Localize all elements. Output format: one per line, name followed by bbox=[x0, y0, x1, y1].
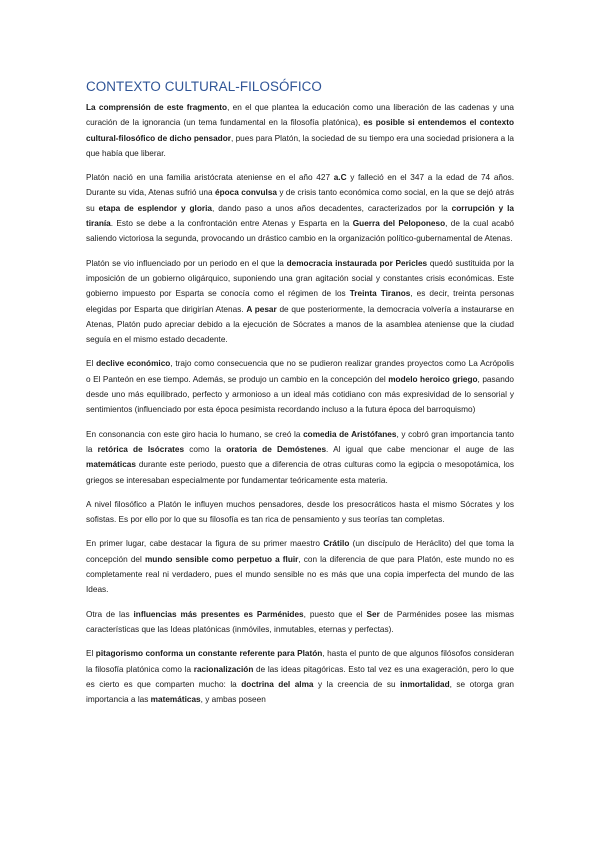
bold-text: declive económico bbox=[96, 359, 171, 369]
bold-text: modelo heroico griego bbox=[388, 374, 478, 384]
bold-text: Guerra del Peloponeso bbox=[352, 219, 446, 229]
text-run: , pues para Platón, la sociedad de su tiempo era una sociedad prisionera a la que había que liberar. bbox=[86, 133, 514, 158]
text-run: , y ambas poseen bbox=[200, 695, 266, 705]
bold-text: época convulsa bbox=[215, 188, 277, 198]
bold-text: inmortalidad bbox=[400, 679, 450, 689]
bold-text: corrupción y la tiranía bbox=[86, 203, 515, 229]
text-run: , trajo como consecuencia que no se pudieron realizar grandes proyectos como La Acrópolis o El Panteón en ese tiempo. Además, se produjo un cambio en la concepción del bbox=[86, 359, 515, 384]
text-run: . Esto se debe a la confrontación entre Atenas y Esparta en la bbox=[110, 219, 353, 229]
text-run: Platón nació en una familia aristócrata ateniense en el año 427 bbox=[86, 173, 334, 183]
bold-text: comedia de Aristófanes bbox=[303, 429, 397, 439]
text-run: En primer lugar, cabe destacar la figura de su primer maestro bbox=[86, 539, 324, 549]
text-run: , se otorga gran importancia a las bbox=[86, 679, 515, 705]
text-run: de que posteriormente, la democracia volvería a instaurarse en Atenas, Platón pudo apreciar debido a la ejecución de Sócrates a manos de la asamblea ateniense que la ciudad seguía en el mismo estado decadente. bbox=[86, 304, 515, 345]
bold-text: influencias más presentes es Parménides bbox=[133, 609, 304, 619]
paragraph-6 bbox=[86, 497, 514, 528]
bold-text: A pesar bbox=[246, 304, 277, 314]
text-run: El bbox=[86, 359, 97, 369]
paragraph-8 bbox=[86, 607, 514, 638]
bold-text: matemáticas bbox=[86, 460, 136, 470]
text-run: , en el que plantea la educación como una liberación de las cadenas y una curación de la ignorancia (un tema fundamental en la filosofía platónica), bbox=[86, 103, 514, 128]
text-run: durante este periodo, puesto que a diferencia de otras culturas como la egipcia o mesopotámica, los griegos se interesaban especialmente por fundamentar teóricamente esta materia. bbox=[86, 460, 514, 485]
bold-text: doctrina del alma bbox=[241, 679, 314, 689]
document-body bbox=[86, 100, 514, 707]
text-run: , es decir, treinta personas elegidas por Esparta que dirigirían Atenas. bbox=[86, 289, 514, 314]
text-run: quedó sustituida por la imposición de un gobierno oligárquico, suponiendo una gran agitación social y constantes crisis económicas. Este gobierno impuesto por Esparta se conocía como el régimen de los bbox=[86, 258, 514, 299]
text-run: de las ideas pitagóricas. Esto tal vez es una exageración, pero lo que es cierto es que comparten mucho: la bbox=[86, 664, 514, 689]
bold-text: pitagorismo conforma un constante referente para Platón bbox=[95, 649, 323, 659]
paragraph-2 bbox=[86, 170, 514, 246]
text-run: . Al igual que cabe mencionar el auge de las bbox=[326, 444, 514, 454]
bold-text: matemáticas bbox=[150, 695, 201, 705]
bold-text: mundo sensible como perpetuo a fluir bbox=[144, 554, 299, 564]
text-run: El bbox=[86, 649, 96, 659]
paragraph-5 bbox=[86, 427, 514, 488]
bold-text: retórica de Isócrates bbox=[97, 444, 185, 454]
bold-text: es posible si entendemos el contexto cultural-filosófico de dicho pensador bbox=[86, 118, 515, 143]
text-run: (un discípulo de Heráclito) del que toma la concepción del bbox=[86, 539, 514, 564]
text-run: En consonancia con este giro hacia lo humano, se creó la bbox=[86, 429, 304, 439]
text-run: , de la cual acabó saliendo victoriosa la segunda, provocando un drástico cambio en la organización político-gubernamental de Atenas. bbox=[86, 219, 514, 244]
bold-text: racionalización bbox=[193, 664, 254, 674]
text-run: y de crisis tanto económica como social, en la que se dejó atrás su bbox=[86, 188, 514, 213]
text-run: , hasta el punto de que algunos filósofos consideran la filosofía platónica como la bbox=[86, 649, 514, 674]
paragraph-3 bbox=[86, 256, 514, 348]
paragraph-9 bbox=[86, 646, 514, 707]
text-run: , pasando desde uno más equilibrado, perfecto y armonioso a un ideal más cotidiano con más expresividad de lo sensorial y sentimientos (influenciado por esta época pesimista recordando incluso a la futura época del barroquismo) bbox=[86, 374, 514, 415]
paragraph-1 bbox=[86, 100, 514, 161]
text-run: Otra de las bbox=[86, 609, 134, 619]
text-run: , puesto que el bbox=[303, 609, 367, 619]
text-run: de Parménides posee las mismas características que las Ideas platónicas (inmóviles, inmutables, eternas y perfectas). bbox=[86, 609, 514, 634]
text-run: , y cobró gran importancia tanto la bbox=[86, 429, 514, 454]
text-run: como la bbox=[184, 444, 227, 454]
bold-text: a.C bbox=[333, 173, 347, 183]
text-run: , con la diferencia de que para Platón, este mundo no es completamente real ni verdadero, pues el mundo sensible no es más que una copia imperfecta del mundo de las Ideas. bbox=[86, 554, 514, 595]
text-run: Platón se vio influenciado por un periodo en el que la bbox=[86, 258, 287, 268]
bold-text: Crátilo bbox=[323, 539, 350, 549]
paragraph-7 bbox=[86, 536, 514, 597]
text-run: A nivel filosófico a Platón le influyen muchos pensadores, desde los presocráticos hasta el mismo Sócrates y los sofistas. Es por ello por lo que su filosofía es tan rica de pensamiento y sus teorías tan completas. bbox=[86, 499, 514, 525]
bold-text: oratoria de Demóstenes bbox=[226, 444, 327, 454]
bold-text: La comprensión de este fragmento bbox=[86, 103, 228, 112]
bold-text: Ser bbox=[366, 609, 380, 619]
bold-text: etapa de esplendor y gloria bbox=[98, 203, 212, 213]
bold-text: Treinta Tiranos bbox=[349, 289, 411, 299]
text-run: , dando paso a unos años decadentes, caracterizados por la bbox=[211, 203, 452, 213]
text-run: y la creencia de su bbox=[313, 679, 401, 689]
paragraph-4 bbox=[86, 356, 514, 417]
section-title: CONTEXTO CULTURAL-FILOSÓFICO bbox=[86, 79, 322, 94]
bold-text: democracia instaurada por Pericles bbox=[286, 258, 428, 268]
text-run: y falleció en el 347 a la edad de 74 años. Durante su vida, Atenas sufrió una bbox=[86, 173, 514, 198]
